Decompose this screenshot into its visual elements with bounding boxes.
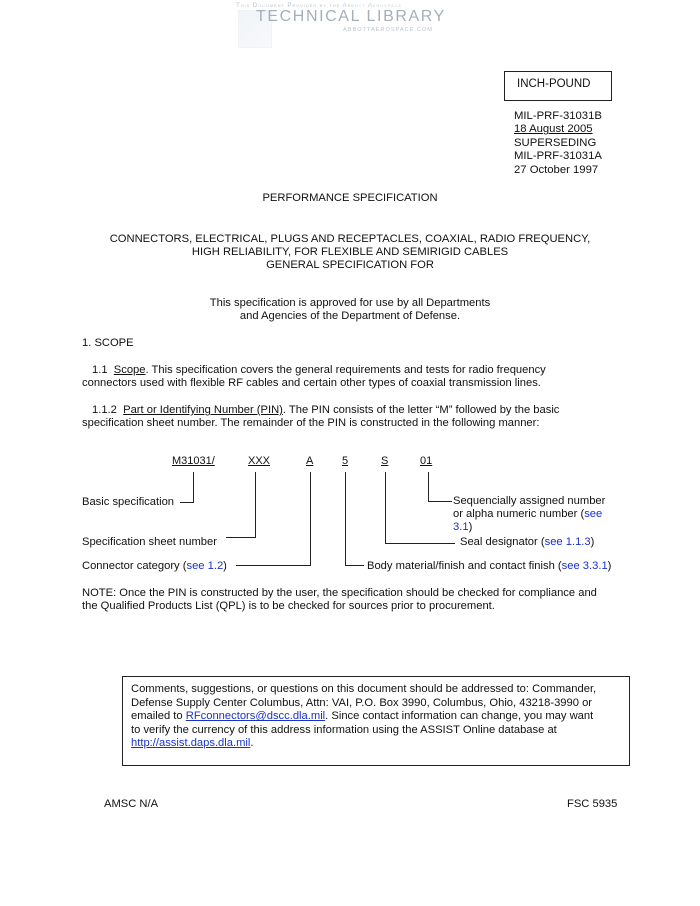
paragraph-number: 1.1 (92, 364, 108, 376)
note-line-2: the Qualified Products List (QPL) is to be checked for sources prior to procurement. (82, 600, 495, 612)
comments-line-2: Defense Supply Center Columbus, Attn: VAI, P.O. Box 3990, Columbus, Ohio, 43218-3990 or (131, 696, 593, 709)
label-sequence-line-1: Sequencially assigned number (453, 495, 606, 507)
comments-line-1: Comments, suggestions, or questions on this document should be addressed to: Commander, (131, 683, 597, 695)
comments-text (131, 683, 596, 751)
sheet-number-leader (226, 472, 256, 538)
label-seal: Seal designator (see 1.1.3) (460, 536, 595, 548)
watermark-line1: This Document Provided by the Abbott Aerospace (236, 2, 402, 9)
units-label: INCH-POUND (517, 78, 591, 90)
watermark-title: TECHNICAL LIBRARY (256, 8, 446, 25)
see-3-1-link[interactable]: see (584, 508, 603, 520)
label-sheet-number: Specification sheet number (82, 536, 217, 548)
basic-spec-leader (180, 472, 194, 503)
body-leader (346, 472, 365, 566)
see-1-2-link[interactable]: see 1.2 (186, 560, 224, 572)
superseding-label: SUPERSEDING (514, 136, 597, 149)
comments-line-5: http://assist.daps.dla.mil. (131, 737, 254, 750)
comments-line-4: to verify the currency of this address information using the ASSIST Online database at (131, 723, 557, 736)
label-body: Body material/finish and contact finish (see 3.3.1) (367, 560, 612, 572)
approval-line-1: This specification is approved for use by all Departments (209, 297, 491, 309)
category-leader (236, 472, 311, 566)
label-sequence-line-3: 3.1) (453, 521, 473, 533)
pin-part-seal: S (381, 455, 389, 467)
approval-line-2: and Agencies of the Department of Defense. (239, 310, 461, 322)
assist-url-link[interactable]: http://assist.daps.dla.mil (131, 737, 251, 750)
see-3-1-link-cont[interactable]: 3.1 (453, 521, 469, 533)
pin-part-category: A (306, 455, 314, 467)
email-link[interactable]: RFconnectors@dscc.dla.mil (185, 710, 326, 723)
comments-line-3: emailed to RFconnectors@dscc.dla.mil. Since contact information can change, you may want (131, 710, 594, 723)
title-line-3: GENERAL SPECIFICATION FOR (266, 259, 434, 271)
sequence-leader (429, 472, 453, 502)
doc-number: MIL-PRF-31031B (514, 110, 602, 122)
superseded-number: MIL-PRF-31031A (514, 150, 602, 163)
seal-leader (386, 472, 456, 544)
label-sequence-line-2: or alpha numeric number (see (453, 508, 603, 520)
paragraph-title: Scope (113, 364, 146, 376)
label-basic-spec: Basic specification (82, 496, 175, 508)
paragraph-title: Part or Identifying Number (PIN) (123, 404, 283, 416)
pin-part-sheet: XXX (248, 455, 271, 467)
label-connector-category: Connector category (see 1.2) (82, 560, 227, 572)
title-line-1: CONNECTORS, ELECTRICAL, PLUGS AND RECEPTACLES, COAXIAL, RADIO FREQUENCY, (109, 233, 591, 245)
title-line-2: HIGH RELIABILITY, FOR FLEXIBLE AND SEMIRIGID CABLES (191, 246, 509, 258)
paragraph-number: 1.1.2 (92, 404, 117, 416)
watermark-url: ABBOTTAEROSPACE.COM (343, 27, 433, 33)
section-heading-scope: 1. SCOPE (82, 337, 134, 349)
see-3-3-1-link[interactable]: see 3.3.1 (561, 560, 608, 572)
paragraph-1-1-2-line-2: specification sheet number. The remainder of the PIN is constructed in the following manner: (82, 417, 540, 429)
spec-type-heading: PERFORMANCE SPECIFICATION (262, 192, 438, 204)
doc-date: 18 August 2005 (514, 123, 593, 136)
see-1-1-3-link[interactable]: see 1.1.3 (544, 536, 591, 548)
pin-part-body: 5 (342, 455, 349, 467)
superseded-date: 27 October 1997 (514, 163, 599, 176)
footer-fsc: FSC 5935 (567, 798, 618, 810)
paragraph-text: . The PIN consists of the letter “M” followed by the basic (282, 404, 560, 416)
footer-amsc: AMSC N/A (104, 798, 159, 810)
paragraph-1-1-line-2: connectors used with flexible RF cables and certain other types of coaxial transmission lines. (82, 377, 541, 389)
paragraph-text: . This specification covers the general requirements and tests for radio frequency (145, 364, 546, 376)
note-line-1: NOTE: Once the PIN is constructed by the user, the specification should be checked for compliance and (82, 587, 597, 599)
pin-part-sequence: 01 (420, 455, 433, 467)
comments-box (122, 676, 630, 766)
pin-part-basic: M31031/ (172, 455, 215, 467)
